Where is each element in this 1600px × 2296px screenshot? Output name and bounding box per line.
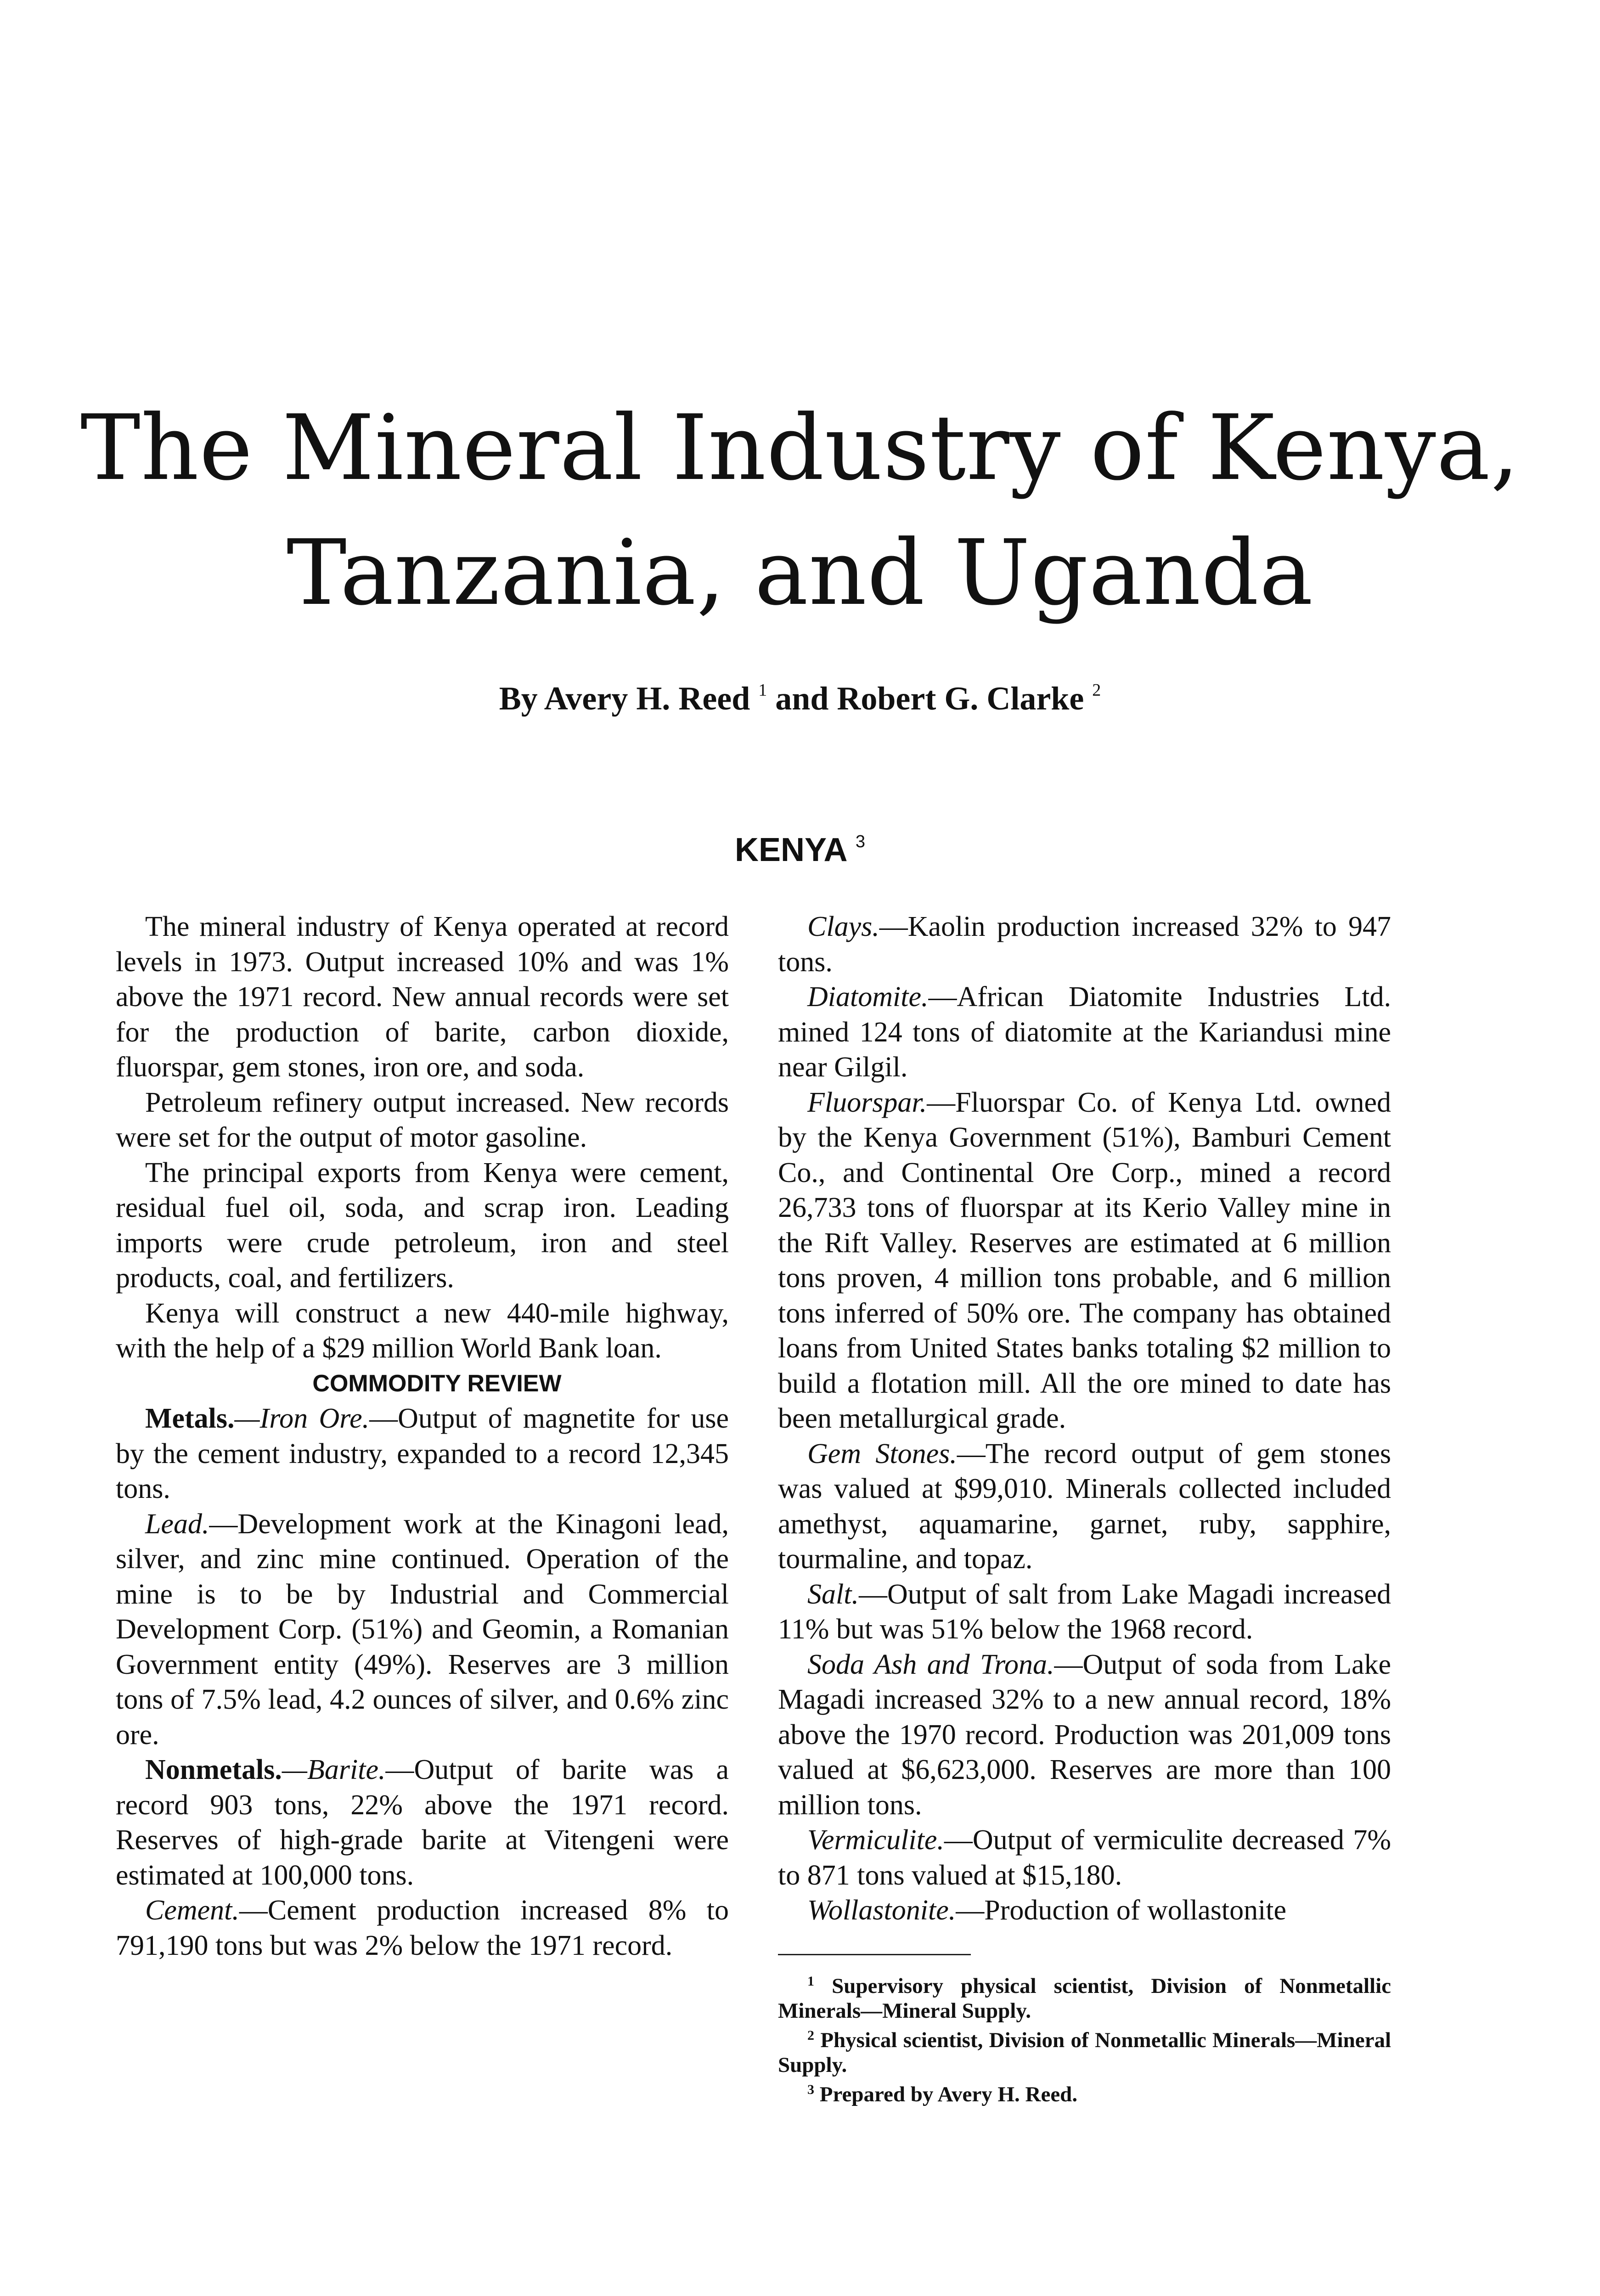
cement-label: Cement. (145, 1895, 239, 1926)
paragraph-diatomite (778, 979, 1391, 1085)
section-title: KENYA (735, 832, 846, 868)
clays-text: —Kaolin production increased 32% to 947 tons. (778, 911, 1391, 978)
section-heading (0, 831, 1600, 869)
wollastonite-label: Wollastonite. (807, 1895, 956, 1926)
paragraph-intro: The mineral industry of Kenya operated at record levels in 1973. Output increased 10% and was 1% above the 1971 record. New annual records were set for the production of barite, carbon dioxide, fluorspar, gem stones, iron ore, and soda. (116, 911, 729, 1083)
footnote-1 (778, 1969, 1391, 2023)
paragraph-cement (116, 1893, 729, 1963)
soda-ash-label: Soda Ash and Trona. (807, 1649, 1054, 1680)
footnote-3 (778, 2077, 1391, 2107)
paragraph-lead (116, 1507, 729, 1753)
right-column (778, 909, 1391, 2107)
fluorspar-text: —Fluorspar Co. of Kenya Ltd. owned by the Kenya Government (51%), Bamburi Cement Co., and Continental Ore Corp., mined a record 26,733 tons of fluorspar at its Kerio Valley mine in the Rift Valley. Reserves are estimated at 6 million tons proven, 4 million tons probable, and 6 million tons inferred of 50% ore. The company has obtained loans from United States banks totaling $2 million to build a flotation mill. All the ore mined to date has been metallurgical grade. (778, 1086, 1391, 1434)
salt-label: Salt. (807, 1578, 859, 1610)
gem-stones-label: Gem Stones. (807, 1438, 957, 1469)
footnote-1-text: Supervisory physical scientist, Division of Nonmetallic Minerals—Mineral Supply. (778, 1974, 1392, 2023)
paragraph-salt (778, 1577, 1391, 1647)
paragraph-soda-ash (778, 1647, 1391, 1823)
vermiculite-text: —Output of vermiculite decreased 7% to 871 tons valued at $15,180. (778, 1824, 1391, 1891)
paragraph-gem-stones (778, 1436, 1391, 1577)
footnote-ref-1: 1 (758, 681, 767, 700)
cement-text: —Cement production increased 8% to 791,190 tons but was 2% below the 1971 record. (116, 1895, 729, 1961)
footnote-2-number: 2 (807, 2027, 814, 2043)
footnote-ref-3: 3 (855, 832, 865, 851)
footnote-2 (778, 2023, 1391, 2077)
footnote-3-text: Prepared by Avery H. Reed. (819, 2082, 1078, 2106)
paragraph-trade: The principal exports from Kenya were cement, residual fuel oil, soda, and scrap iron. Leading imports were crude petroleum, iron and steel products, coal, and fertilizers. (116, 1157, 729, 1294)
title-line-1: The Mineral Industry of Kenya, (80, 396, 1520, 501)
footnote-divider (778, 1954, 971, 1955)
paragraph-wollastonite (778, 1893, 1391, 1928)
paragraph-vermiculite (778, 1823, 1391, 1893)
barite-label: —Barite. (282, 1754, 386, 1785)
fluorspar-label: Fluorspar. (807, 1086, 927, 1118)
paragraph-fluorspar (778, 1085, 1391, 1436)
lead-text: —Development work at the Kinagoni lead, silver, and zinc mine continued. Operation of the mine is to be by Industrial and Commercial Development Corp. (51%) and Geomin, a Romanian Government entity (49%). Reserves are 3 million tons of 7.5% lead, 4.2 ounces of silver, and 0.6% zinc ore. (116, 1508, 729, 1750)
nonmetals-label: Nonmetals. (145, 1754, 282, 1785)
left-column (116, 909, 729, 1963)
byline (0, 680, 1600, 718)
paragraph-refinery: Petroleum refinery output increased. New records were set for the output of motor gasoline. (116, 1086, 729, 1153)
vermiculite-label: Vermiculite. (807, 1824, 944, 1856)
metals-label: Metals. (145, 1403, 235, 1434)
paragraph-barite (116, 1752, 729, 1893)
author-2: and Robert G. Clarke (775, 680, 1084, 717)
soda-ash-text: —Output of soda from Lake Magadi increased 32% to a new annual record, 18% above the 1970 record. Production was 201,009 tons valued at $6,623,000. Reserves are more than 100 million tons. (778, 1649, 1391, 1821)
paragraph-clays (778, 909, 1391, 979)
iron-ore-label: —Iron Ore. (234, 1403, 370, 1434)
wollastonite-text: —Production of wollastonite (956, 1895, 1287, 1926)
footnote-2-text: Physical scientist, Division of Nonmetallic Minerals—Mineral Supply. (778, 2028, 1392, 2077)
footnote-3-number: 3 (807, 2082, 814, 2097)
title-line-2: Tanzania, and Uganda (286, 521, 1313, 625)
author-1: By Avery H. Reed (499, 680, 750, 717)
barite-text: —Output of barite was a record 903 tons, 22% above the 1971 record. Reserves of high-grade barite at Vitengeni were estimated at 100,000 tons. (116, 1754, 729, 1891)
commodity-review-heading: COMMODITY REVIEW (312, 1370, 562, 1397)
diatomite-label: Diatomite. (807, 981, 929, 1013)
salt-text: —Output of salt from Lake Magadi increased 11% but was 51% below the 1968 record. (778, 1578, 1391, 1645)
footnote-1-number: 1 (807, 1973, 814, 1989)
paragraph-highway: Kenya will construct a new 440-mile highway, with the help of a $29 million World Bank loan. (116, 1297, 729, 1364)
paragraph-iron-ore (116, 1401, 729, 1507)
gem-stones-text: —The record output of gem stones was valued at $99,010. Minerals collected included amethyst, aquamarine, garnet, ruby, sapphire, tourmaline, and topaz. (778, 1438, 1391, 1575)
lead-label: Lead. (145, 1508, 209, 1540)
iron-ore-text: —Output of magnetite for use by the cement industry, expanded to a record 12,345 tons. (116, 1403, 729, 1504)
article-title (0, 386, 1600, 636)
footnote-ref-2: 2 (1092, 681, 1101, 700)
diatomite-text: —African Diatomite Industries Ltd. mined 124 tons of diatomite at the Kariandusi mine near Gilgil. (778, 981, 1391, 1083)
clays-label: Clays. (807, 911, 879, 942)
